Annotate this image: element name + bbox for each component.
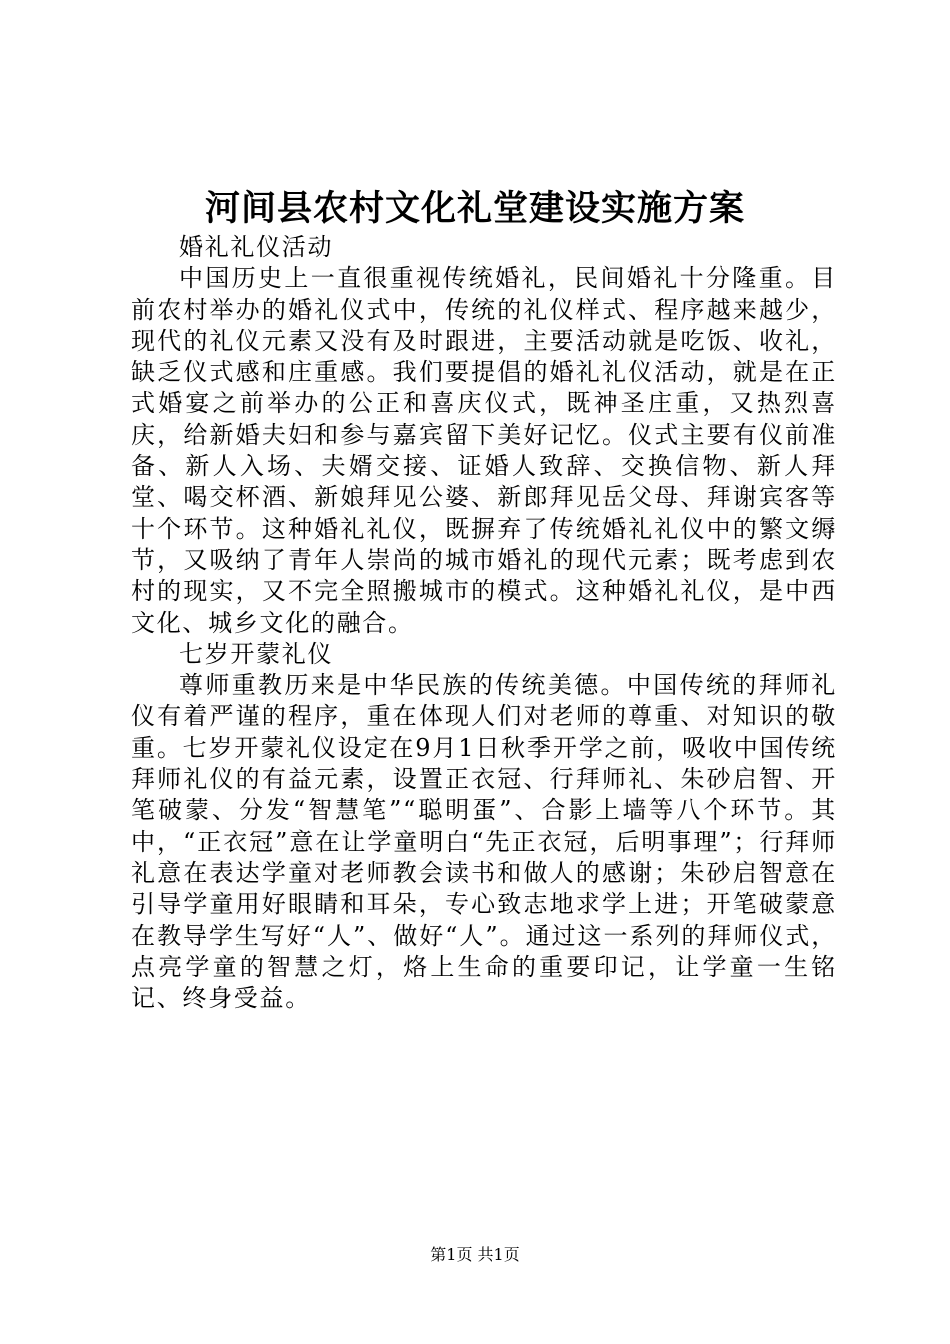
section-heading-wedding: 婚礼礼仪活动 <box>179 233 334 261</box>
document-body <box>131 232 837 1014</box>
section-heading-enlightenment: 七岁开蒙礼仪 <box>179 639 334 668</box>
paragraph-wedding: 中国历史上一直很重视传统婚礼，民间婚礼十分隆重。目前农村举办的婚礼仪式中，传统的礼仪样式、程序越来越少，现代的礼仪元素又没有及时跟进，主要活动就是吃饭、收礼，缺乏仪式感和庄重感。我们要提倡的婚礼礼仪活动，就是在正式婚宴之前举办的公正和喜庆仪式，既神圣庄重，又热烈喜庆，给新婚夫妇和参与嘉宾留下美好记忆。仪式主要有仪前准备、新人入场、夫婿交接、证婚人致辞、交换信物、新人拜堂、喝交杯酒、新娘拜见公婆、新郎拜见岳父母、拜谢宾客等十个环节。这种婚礼礼仪，既摒弃了传统婚礼礼仪中的繁文缛节，又吸纳了青年人崇尚的城市婚礼的现代元素；既考虑到农村的现实，又不完全照搬城市的模式。这种婚礼礼仪，是中西文化、城乡文化的融合。 <box>131 264 837 637</box>
paragraph-enlightenment: 尊师重教历来是中华民族的传统美德。中国传统的拜师礼仪有着严谨的程序，重在体现人们对老师的尊重、对知识的敬重。七岁开蒙礼仪设定在9月1日秋季开学之前，吸收中国传统拜师礼仪的有益元素，设置正衣冠、行拜师礼、朱砂启智、开笔破蒙、分发“智慧笔”“聪明蛋”、合影上墙等八个环节。其中，“正衣冠”意在让学童明白“先正衣冠，后明事理”；行拜师礼意在表达学童对老师教会读书和做人的感谢；朱砂启智意在引导学童用好眼睛和耳朵，专心致志地求学上进；开笔破蒙意在教导学生写好“人”、做好“人”。通过这一系列的拜师仪式，点亮学童的智慧之灯，烙上生命的重要印记，让学童一生铭记、终身受益。 <box>131 671 837 1013</box>
document-title: 河间县农村文化礼堂建设实施方案 <box>204 188 745 229</box>
page-footer: 第1页 共1页 <box>430 1245 520 1264</box>
